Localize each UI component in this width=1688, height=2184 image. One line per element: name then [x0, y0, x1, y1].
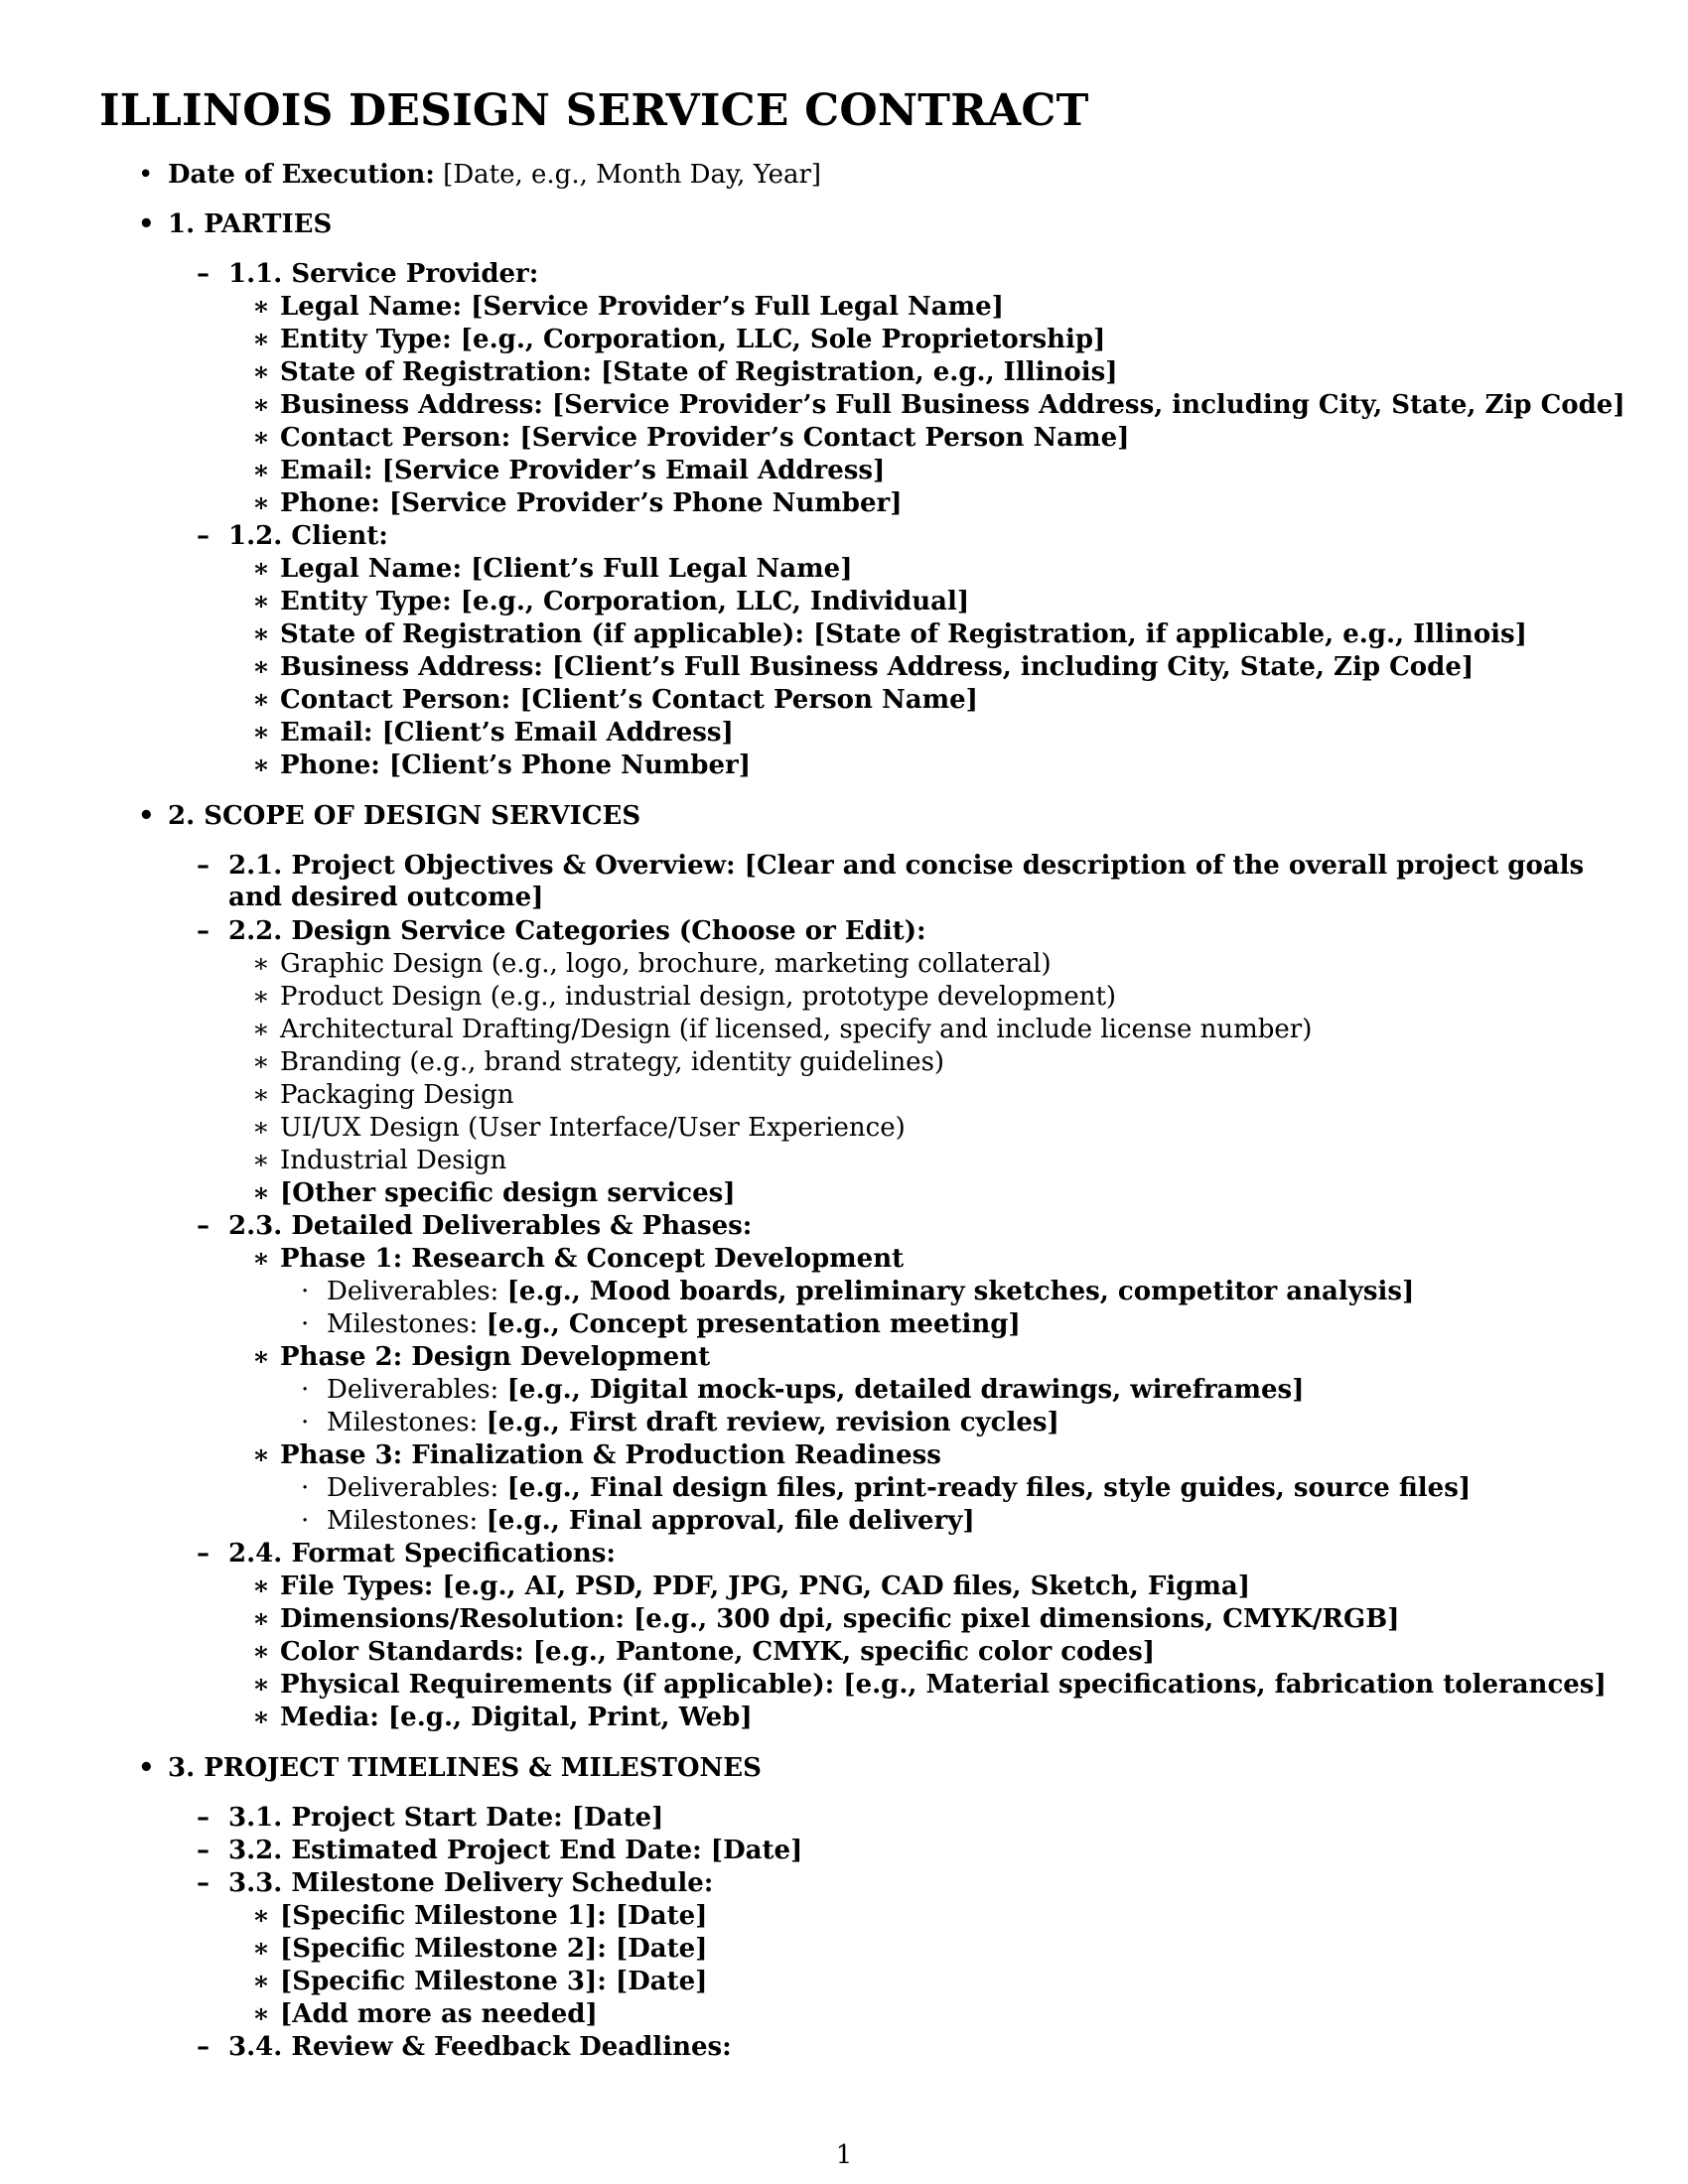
subsection-text: 2.2. Design Service Categories (Choose or Edit): [228, 916, 926, 946]
star-marker: ∗ [252, 1080, 270, 1110]
star-marker: ∗ [252, 390, 270, 420]
list-item-text: [Specific Milestone 1]: [Date] [280, 1901, 708, 1931]
list-item-text: Entity Type: [e.g., Corporation, LLC, Sole Proprietorship] [280, 325, 1106, 354]
list-item [252, 487, 903, 519]
dash-marker: – [197, 1211, 210, 1241]
list-item-text: File Types: [e.g., AI, PSD, PDF, JPG, PNG, CAD files, Sketch, Figma] [280, 1571, 1250, 1601]
section-heading-timelines [138, 1752, 762, 1784]
list-item [252, 1900, 708, 1932]
dash-marker: – [197, 1836, 210, 1865]
star-marker: ∗ [252, 1999, 270, 2029]
list-item [252, 1145, 507, 1176]
list-item-text: [Specific Milestone 2]: [Date] [280, 1934, 708, 1964]
milestones-value: [e.g., First draft review, revision cycles] [486, 1408, 1059, 1437]
deliverables-value: [e.g., Final design files, print-ready files, style guides, source files] [506, 1473, 1472, 1503]
deliverables-value: [e.g., Digital mock-ups, detailed drawings, wireframes] [506, 1375, 1305, 1405]
star-marker: ∗ [252, 1637, 270, 1667]
list-item [252, 422, 1130, 454]
list-item [252, 291, 1004, 323]
list-item [252, 356, 1118, 388]
section-heading-parties [138, 208, 333, 240]
star-marker: ∗ [252, 1967, 270, 1996]
dash-marker: – [197, 916, 210, 946]
list-item-text: Phone: [Service Provider’s Phone Number] [280, 488, 903, 518]
phase-name: Phase 2: Design Development [280, 1342, 711, 1372]
star-marker: ∗ [252, 423, 270, 453]
subsection-categories [197, 915, 926, 947]
subsection-text: 3.1. Project Start Date: [Date] [228, 1803, 664, 1833]
star-marker: ∗ [252, 949, 270, 979]
list-item [252, 1933, 708, 1965]
deliverables-label: Deliverables: [327, 1473, 499, 1503]
star-marker: ∗ [252, 587, 270, 616]
dot-marker: · [301, 1506, 310, 1536]
list-item-text: [Specific Milestone 3]: [Date] [280, 1967, 708, 1996]
list-item-text: Industrial Design [280, 1146, 507, 1175]
deliverables-label: Deliverables: [327, 1375, 499, 1405]
bullet-marker: • [138, 1753, 155, 1783]
phase-item [252, 1243, 905, 1275]
list-item [252, 1966, 708, 1997]
list-item-text: Physical Requirements (if applicable): [e.g., Material specifications, fabrication tolerances] [280, 1670, 1607, 1700]
list-item-text: [Other specific design services] [280, 1178, 736, 1208]
star-marker: ∗ [252, 357, 270, 387]
subsection-text: 2.3. Detailed Deliverables & Phases: [228, 1211, 753, 1241]
list-item [252, 324, 1106, 355]
milestones-label: Milestones: [327, 1408, 479, 1437]
subsection-end-date [197, 1835, 803, 1866]
subsection-format [197, 1538, 616, 1570]
subsection-service-provider [197, 258, 539, 290]
dash-marker: – [197, 1539, 210, 1569]
list-item-text: Dimensions/Resolution: [e.g., 300 dpi, specific pixel dimensions, CMYK/RGB] [280, 1604, 1400, 1634]
list-item-text: Branding (e.g., brand strategy, identity guidelines) [280, 1047, 945, 1077]
list-item [252, 981, 1117, 1013]
dash-marker: – [197, 1803, 210, 1833]
phase-deliverables [301, 1374, 1305, 1406]
star-marker: ∗ [252, 325, 270, 354]
subsection-schedule [197, 1867, 714, 1899]
section-heading-scope [138, 800, 641, 832]
list-item-text: Entity Type: [e.g., Corporation, LLC, Individual] [280, 587, 970, 616]
star-marker: ∗ [252, 718, 270, 748]
subsection-text: 1.1. Service Provider: [228, 259, 539, 289]
list-item [252, 1998, 598, 2030]
bullet-marker: • [138, 160, 154, 190]
execution-label: Date of Execution: [168, 160, 435, 190]
star-marker: ∗ [252, 1113, 270, 1143]
star-marker: ∗ [252, 1670, 270, 1700]
list-item-text: Business Address: [Client’s Full Business Address, including City, State, Zip Code] [280, 652, 1475, 682]
star-marker: ∗ [252, 1146, 270, 1175]
list-item-text: UI/UX Design (User Interface/User Experience) [280, 1113, 906, 1143]
phase-item [252, 1341, 711, 1373]
star-marker: ∗ [252, 1047, 270, 1077]
dash-marker: – [197, 1868, 210, 1898]
star-marker: ∗ [252, 1703, 270, 1732]
subsection-text: 2.4. Format Specifications: [228, 1539, 616, 1569]
list-item [252, 618, 1527, 650]
list-item-text: Packaging Design [280, 1080, 514, 1110]
subsection-review [197, 2031, 732, 2063]
dash-marker: – [197, 259, 210, 289]
star-marker: ∗ [252, 456, 270, 485]
dash-marker: – [197, 521, 210, 551]
list-item-text: Contact Person: [Service Provider’s Contact Person Name] [280, 423, 1130, 453]
list-item [252, 455, 886, 486]
star-marker: ∗ [252, 1342, 270, 1372]
list-item-text: Color Standards: [e.g., Pantone, CMYK, specific color codes] [280, 1637, 1156, 1667]
list-item [252, 1702, 753, 1733]
section-heading-text: 3. PROJECT TIMELINES & MILESTONES [168, 1753, 762, 1783]
list-item [252, 948, 1052, 980]
phase-deliverables [301, 1276, 1415, 1307]
star-marker: ∗ [252, 554, 270, 584]
list-item [252, 1177, 736, 1209]
list-item-text: [Add more as needed] [280, 1999, 598, 2029]
list-item-text: Legal Name: [Client’s Full Legal Name] [280, 554, 853, 584]
list-item-text: State of Registration: [State of Registration, e.g., Illinois] [280, 357, 1118, 387]
list-item [252, 1014, 1313, 1045]
star-marker: ∗ [252, 1015, 270, 1044]
subsection-start-date [197, 1802, 664, 1834]
list-item-text: State of Registration (if applicable): [State of Registration, if applicable, e.g., Illinois] [280, 619, 1527, 649]
list-item-text: Phone: [Client’s Phone Number] [280, 751, 752, 780]
dot-marker: · [301, 1309, 310, 1339]
list-item [252, 750, 752, 781]
list-item [252, 1669, 1607, 1701]
star-marker: ∗ [252, 685, 270, 715]
star-marker: ∗ [252, 1901, 270, 1931]
page-number: 1 [835, 2140, 853, 2170]
deliverables-label: Deliverables: [327, 1277, 499, 1306]
dash-marker: – [197, 2032, 210, 2062]
subsection-text: 1.2. Client: [228, 521, 388, 551]
milestones-value: [e.g., Final approval, file delivery] [486, 1506, 975, 1536]
subsection-client [197, 520, 388, 552]
bullet-marker: • [138, 209, 155, 239]
star-marker: ∗ [252, 1934, 270, 1964]
phase-name: Phase 3: Finalization & Production Readiness [280, 1440, 941, 1470]
star-marker: ∗ [252, 1604, 270, 1634]
section-heading-text: 2. SCOPE OF DESIGN SERVICES [168, 801, 641, 831]
subsection-text: 3.3. Milestone Delivery Schedule: [228, 1868, 714, 1898]
star-marker: ∗ [252, 982, 270, 1012]
list-item [252, 1570, 1250, 1602]
star-marker: ∗ [252, 488, 270, 518]
section-heading-text: 1. PARTIES [168, 209, 333, 239]
list-item [252, 1112, 906, 1144]
dot-marker: · [301, 1473, 310, 1503]
phase-item [252, 1439, 941, 1471]
list-item [252, 1603, 1400, 1635]
star-marker: ∗ [252, 292, 270, 322]
execution-value: [Date, e.g., Month Day, Year] [443, 160, 822, 190]
star-marker: ∗ [252, 751, 270, 780]
deliverables-value: [e.g., Mood boards, preliminary sketches, competitor analysis] [506, 1277, 1415, 1306]
page-title: ILLINOIS DESIGN SERVICE CONTRACT [99, 85, 1089, 136]
list-item [252, 553, 853, 585]
list-item-text: Contact Person: [Client’s Contact Person Name] [280, 685, 978, 715]
subsection-text: 2.1. Project Objectives & Overview: [Clear and concise description of the overall project goals and desired outcome] [228, 851, 1585, 912]
phase-deliverables [301, 1472, 1472, 1504]
milestones-value: [e.g., Concept presentation meeting] [486, 1309, 1021, 1339]
date-of-execution [138, 159, 822, 191]
star-marker: ∗ [252, 1244, 270, 1274]
list-item-text: Media: [e.g., Digital, Print, Web] [280, 1703, 753, 1732]
list-item-text: Architectural Drafting/Design (if licensed, specify and include license number) [280, 1015, 1313, 1044]
subsection-text: 3.2. Estimated Project End Date: [Date] [228, 1836, 803, 1865]
list-item [252, 651, 1475, 683]
list-item [252, 586, 970, 617]
list-item-text: Legal Name: [Service Provider’s Full Legal Name] [280, 292, 1004, 322]
star-marker: ∗ [252, 1571, 270, 1601]
subsection-text: 3.4. Review & Feedback Deadlines: [228, 2032, 732, 2062]
list-item-text: Product Design (e.g., industrial design, prototype development) [280, 982, 1117, 1012]
bullet-marker: • [138, 801, 155, 831]
milestones-label: Milestones: [327, 1309, 479, 1339]
dot-marker: · [301, 1408, 310, 1437]
subsection-deliverables [197, 1210, 753, 1242]
phase-name: Phase 1: Research & Concept Development [280, 1244, 905, 1274]
list-item [252, 1046, 945, 1078]
list-item-text: Email: [Client’s Email Address] [280, 718, 734, 748]
list-item [252, 717, 734, 749]
star-marker: ∗ [252, 1440, 270, 1470]
milestones-label: Milestones: [327, 1506, 479, 1536]
list-item-text: Graphic Design (e.g., logo, brochure, marketing collateral) [280, 949, 1052, 979]
star-marker: ∗ [252, 619, 270, 649]
phase-milestones [301, 1505, 975, 1537]
subsection-objectives [197, 850, 1589, 913]
list-item [252, 1636, 1156, 1668]
phase-milestones [301, 1308, 1021, 1340]
star-marker: ∗ [252, 652, 270, 682]
dash-marker: – [197, 851, 210, 881]
star-marker: ∗ [252, 1178, 270, 1208]
dot-marker: · [301, 1277, 310, 1306]
list-item [252, 389, 1625, 421]
list-item-text: Business Address: [Service Provider’s Full Business Address, including City, State, Zip Code] [280, 390, 1625, 420]
phase-milestones [301, 1407, 1059, 1438]
list-item [252, 684, 978, 716]
list-item-text: Email: [Service Provider’s Email Address] [280, 456, 886, 485]
list-item [252, 1079, 514, 1111]
dot-marker: · [301, 1375, 310, 1405]
